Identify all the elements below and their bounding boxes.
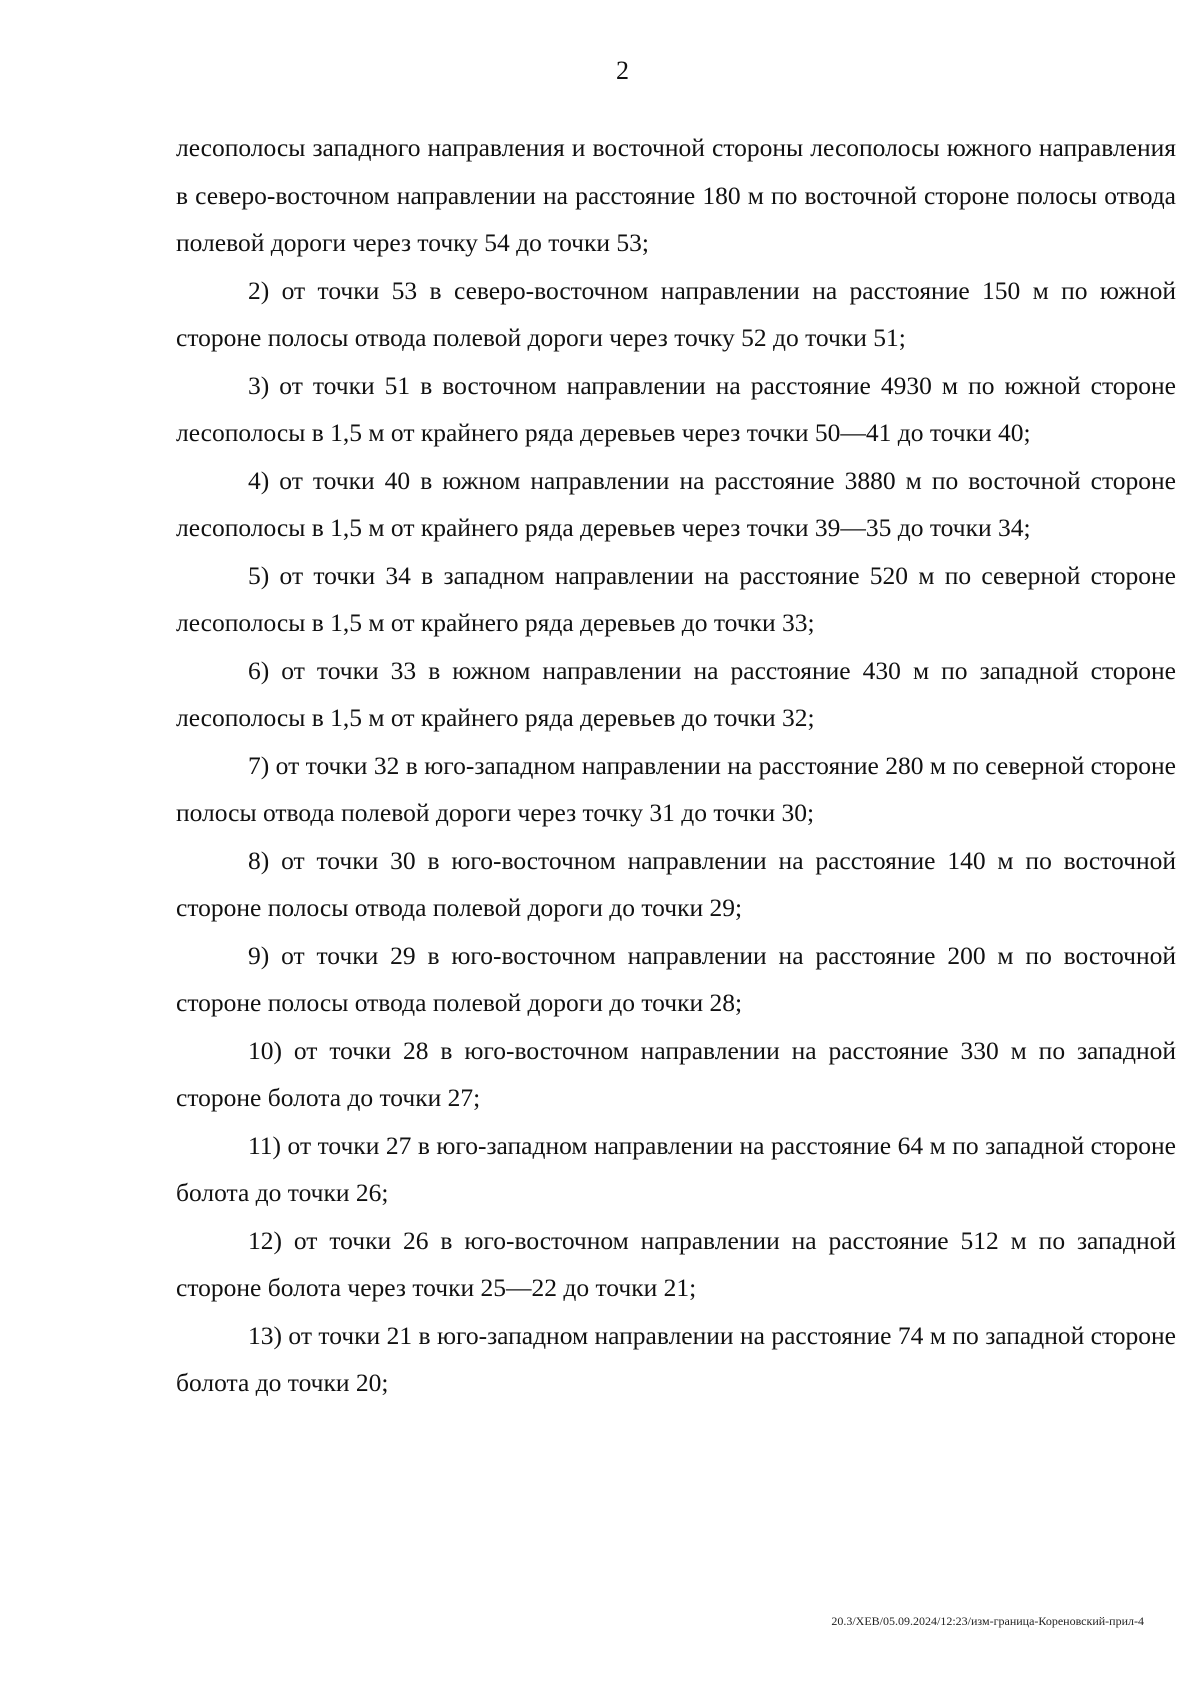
list-item-13: 13) от точки 21 в юго-западном направлении на расстояние 74 м по западной стороне болота до точки 20; — [176, 1320, 1176, 1397]
list-item-11: 11) от точки 27 в юго-западном направлении на расстояние 64 м по западной стороне болота до точки 26; — [176, 1130, 1176, 1207]
list-item-2: 2) от точки 53 в северо-восточном направлении на расстояние 150 м по южной стороне полосы отвода полевой дороги через точку 52 до точки 51; — [176, 275, 1176, 352]
page-number: 2 — [616, 56, 629, 85]
footer-document-code: 20.3/ХЕВ/05.09.2024/12:23/изм-граница-Кореновский-прил-4 — [831, 1614, 1144, 1628]
list-item-9: 9) от точки 29 в юго-восточном направлении на расстояние 200 м по восточной стороне полосы отвода полевой дороги до точки 28; — [176, 940, 1176, 1017]
list-item-3: 3) от точки 51 в восточном направлении на расстояние 4930 м по южной стороне лесополосы в 1,5 м от крайнего ряда деревьев через точки 50—41 до точки 40; — [176, 370, 1176, 447]
list-item-6: 6) от точки 33 в южном направлении на расстояние 430 м по западной стороне лесополосы в 1,5 м от крайнего ряда деревьев до точки 32; — [176, 655, 1176, 732]
list-item-7: 7) от точки 32 в юго-западном направлении на расстояние 280 м по северной стороне полосы отвода полевой дороги через точку 31 до точки 30; — [176, 750, 1176, 827]
list-item-12: 12) от точки 26 в юго-восточном направлении на расстояние 512 м по западной стороне болота через точки 25—22 до точки 21; — [176, 1225, 1176, 1302]
list-item-8: 8) от точки 30 в юго-восточном направлении на расстояние 140 м по восточной стороне полосы отвода полевой дороги до точки 29; — [176, 845, 1176, 922]
list-item-5: 5) от точки 34 в западном направлении на расстояние 520 м по северной стороне лесополосы в 1,5 м от крайнего ряда деревьев до точки 33; — [176, 560, 1176, 637]
list-item-4: 4) от точки 40 в южном направлении на расстояние 3880 м по восточной стороне лесополосы в 1,5 м от крайнего ряда деревьев через точки 39—35 до точки 34; — [176, 465, 1176, 542]
paragraph-continuation: лесополосы западного направления и восточной стороны лесополосы южного направления в северо-восточном направлении на расстояние 180 м по восточной стороне полосы отвода полевой дороги через точку 54 до точки 53; — [176, 133, 1176, 257]
list-item-10: 10) от точки 28 в юго-восточном направлении на расстояние 330 м по западной стороне болота до точки 27; — [176, 1035, 1176, 1112]
document-body — [176, 124, 1176, 1407]
